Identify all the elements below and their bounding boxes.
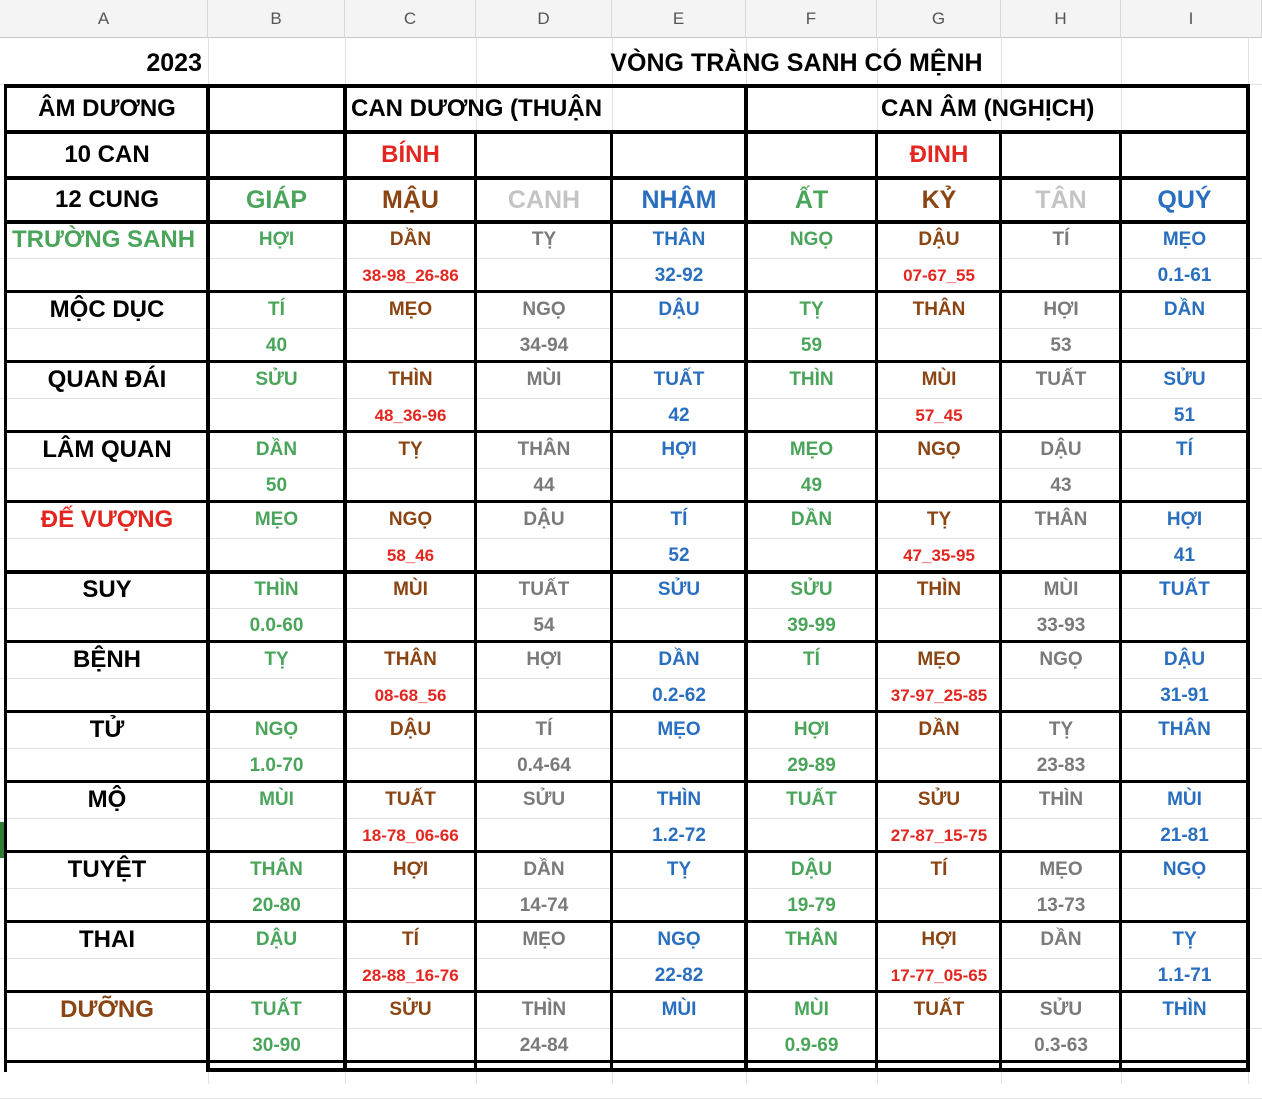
gridline — [0, 328, 1262, 329]
year-value-cell[interactable]: 07-67_55 — [903, 266, 975, 285]
year-value-cell[interactable]: 59 — [800, 335, 823, 356]
cell-border — [206, 1068, 1250, 1072]
cung-cell[interactable]: TỴ — [1172, 929, 1197, 950]
year-value-cell[interactable]: 18-78_06-66 — [362, 826, 459, 845]
can-header-6[interactable]: TÂN — [1035, 185, 1087, 214]
cung-cell[interactable]: MÙI — [526, 369, 562, 390]
row-label-0[interactable]: TRƯỜNG SANH — [12, 226, 196, 253]
cung-cell[interactable]: HỢI — [921, 929, 957, 950]
year-value-cell[interactable]: 22-82 — [654, 965, 704, 986]
title-cell[interactable]: VÒNG TRÀNG SANH CÓ MỆNH — [610, 48, 983, 77]
gridline — [0, 958, 1262, 959]
cung-cell[interactable]: TUẤT — [1159, 579, 1210, 600]
gridline — [0, 888, 1262, 889]
year-value-cell[interactable]: 1.1-71 — [1157, 965, 1212, 986]
cung-cell[interactable]: TỴ — [264, 649, 289, 670]
cung-cell[interactable]: DẬU — [1040, 439, 1082, 460]
cung-cell[interactable]: NGỌ — [789, 229, 834, 250]
row-label-4[interactable]: ĐẾ VƯỢNG — [40, 506, 174, 533]
can-header-7[interactable]: QUÝ — [1157, 185, 1212, 214]
cung-cell[interactable]: TUẤT — [913, 999, 965, 1020]
cung-cell[interactable]: SỬU — [255, 369, 298, 390]
year-value-cell[interactable]: 33-93 — [1036, 615, 1086, 636]
cung-cell[interactable]: DẦN — [255, 439, 298, 460]
column-header-c[interactable]: C — [345, 0, 476, 38]
cung-cell[interactable]: MẸO — [254, 509, 299, 530]
cung-cell[interactable]: MÙI — [661, 999, 697, 1020]
cung-cell[interactable]: THÂN — [652, 229, 706, 250]
cung-cell[interactable]: TỴ — [926, 509, 952, 530]
year-value-cell[interactable]: 13-73 — [1036, 895, 1086, 916]
cung-cell[interactable]: MẸO — [657, 719, 701, 740]
year-value-cell[interactable]: 19-79 — [787, 895, 836, 916]
cung-cell[interactable]: DẦN — [790, 509, 833, 530]
cung-cell[interactable]: SỬU — [1039, 999, 1083, 1020]
year-value-cell[interactable]: 24-84 — [519, 1035, 569, 1056]
year-value-cell[interactable]: 0.2-62 — [652, 685, 706, 706]
gridline — [0, 538, 1262, 539]
cung-cell[interactable]: THÂN — [1158, 719, 1211, 740]
cung-cell[interactable]: NGỌ — [917, 439, 961, 460]
cung-cell[interactable]: DẬU — [918, 229, 960, 250]
cung-cell[interactable]: TÍ — [1176, 439, 1193, 460]
year-value-cell[interactable]: 28-88_16-76 — [362, 966, 459, 985]
year-value-cell[interactable]: 1.0-70 — [249, 755, 304, 776]
twelve-cung-label[interactable]: 12 CUNG — [54, 186, 160, 213]
cung-cell[interactable]: THÌN — [656, 789, 702, 810]
cung-cell[interactable]: MẸO — [522, 929, 566, 950]
year-value-cell[interactable]: 31-91 — [1160, 685, 1209, 706]
year-value-cell[interactable]: 08-68_56 — [374, 686, 447, 705]
cung-cell[interactable]: MÙI — [1167, 789, 1202, 810]
cung-cell[interactable]: TUẤT — [518, 579, 570, 600]
year-value-cell[interactable]: 27-87_15-75 — [890, 826, 988, 845]
can-header-2[interactable]: CANH — [507, 185, 581, 214]
year-value-cell[interactable]: 43 — [1050, 475, 1072, 496]
cung-cell[interactable]: TỴ — [531, 229, 557, 250]
cung-cell[interactable]: THÂN — [912, 299, 966, 320]
cung-cell[interactable]: DẦN — [1163, 299, 1206, 320]
cung-cell[interactable]: SỬU — [522, 789, 566, 810]
can-header-5[interactable]: KỶ — [921, 185, 957, 214]
cung-cell[interactable]: TÍ — [670, 509, 688, 530]
row-label-7[interactable]: TỬ — [89, 716, 125, 743]
year-value-cell[interactable]: 34-94 — [519, 335, 569, 356]
year-value-cell[interactable]: 37-97_25-85 — [890, 686, 988, 705]
cung-cell[interactable]: SỬU — [1163, 369, 1206, 390]
cung-cell[interactable]: THÌN — [916, 579, 962, 600]
column-header-f[interactable]: F — [746, 0, 877, 38]
cung-cell[interactable]: TUẤT — [1035, 369, 1087, 390]
cung-cell[interactable]: MÙI — [794, 999, 829, 1020]
cung-cell[interactable]: TUẤT — [653, 369, 705, 390]
year-value-cell[interactable]: 20-80 — [252, 895, 301, 916]
can-header-4[interactable]: ẤT — [794, 185, 829, 214]
cung-cell[interactable]: TUẤT — [786, 789, 837, 810]
cung-cell[interactable]: DẦN — [918, 719, 960, 740]
year-value-cell[interactable]: 58_46 — [386, 546, 435, 565]
year-value-cell[interactable]: 51 — [1173, 405, 1196, 426]
cung-cell[interactable]: MÙI — [259, 789, 294, 810]
cell-border — [4, 84, 7, 1072]
am-duong-label[interactable]: ÂM DƯƠNG — [38, 95, 176, 122]
cung-cell[interactable]: SỬU — [917, 789, 961, 810]
year-value-cell[interactable]: 0.9-69 — [784, 1035, 839, 1056]
cung-cell[interactable]: HỢI — [392, 859, 429, 880]
can-header-3[interactable]: NHÂM — [641, 185, 717, 214]
year-value-cell[interactable]: 30-90 — [252, 1035, 301, 1056]
cung-cell[interactable]: DẬU — [389, 719, 432, 740]
year-value-cell[interactable]: 40 — [265, 335, 288, 356]
year-value-cell[interactable]: 52 — [668, 545, 690, 566]
cung-cell[interactable]: THÂN — [1034, 509, 1088, 530]
cung-cell[interactable]: MÙI — [1043, 579, 1079, 600]
year-value-cell[interactable]: 0.1-61 — [1157, 265, 1212, 286]
year-value-cell[interactable]: 39-99 — [787, 615, 836, 636]
cung-cell[interactable]: TUẤT — [251, 999, 302, 1020]
cung-cell[interactable]: TỴ — [666, 859, 692, 880]
cung-cell[interactable]: HỢI — [1166, 509, 1203, 530]
gridline — [0, 818, 1262, 819]
cung-cell[interactable]: DẬU — [1163, 649, 1206, 670]
can-am-header[interactable]: CAN ÂM (NGHỊCH) — [881, 95, 1095, 122]
cung-cell[interactable]: MÙI — [921, 369, 957, 390]
year-value-cell[interactable]: 44 — [533, 475, 555, 496]
column-header-i[interactable]: I — [1121, 0, 1262, 38]
cung-cell[interactable]: DẬU — [523, 509, 565, 530]
row-label-10[interactable]: THAI — [79, 926, 135, 953]
year-value-cell[interactable]: 0.0-60 — [249, 615, 304, 636]
gridline — [0, 748, 1262, 749]
year-value-cell[interactable]: 48_36-96 — [374, 406, 447, 425]
year-value-cell[interactable]: 41 — [1173, 545, 1196, 566]
cung-cell[interactable]: HỢI — [793, 719, 830, 740]
cung-cell[interactable]: HỢI — [526, 649, 562, 670]
year-value-cell[interactable]: 14-74 — [519, 895, 569, 916]
year-value-cell[interactable]: 0.3-63 — [1034, 1035, 1088, 1056]
year-value-cell[interactable]: 47_35-95 — [903, 546, 975, 565]
cung-cell[interactable]: SỬU — [790, 579, 833, 600]
row-label-5[interactable]: SUY — [82, 576, 132, 603]
column-header-d[interactable]: D — [476, 0, 612, 38]
year-value-cell[interactable]: 57_45 — [915, 406, 963, 425]
gridline — [0, 678, 1262, 679]
cung-cell[interactable]: DẦN — [1040, 929, 1082, 950]
row-label-11[interactable]: DƯỠNG — [60, 996, 154, 1023]
row-label-1[interactable]: MỘC DỤC — [49, 296, 165, 323]
cung-cell[interactable]: TỴ — [1048, 719, 1074, 740]
cung-cell[interactable]: TÍ — [803, 649, 820, 670]
cung-cell[interactable]: DẬU — [658, 299, 700, 320]
cung-cell[interactable]: MẸO — [1039, 859, 1083, 880]
year-value-cell[interactable]: 49 — [800, 475, 823, 496]
gridline — [0, 608, 1262, 609]
column-header-a[interactable]: A — [0, 0, 208, 38]
gridline — [0, 468, 1262, 469]
cung-cell[interactable]: NGỌ — [1162, 859, 1207, 880]
cung-cell[interactable]: THÌN — [789, 369, 834, 390]
cung-cell[interactable]: TÍ — [535, 719, 553, 740]
cung-cell[interactable]: MẸO — [917, 649, 961, 670]
cung-cell[interactable]: DẦN — [658, 649, 700, 670]
column-header-e[interactable]: E — [612, 0, 746, 38]
can-header-0[interactable]: GIÁP — [245, 185, 308, 214]
cung-cell[interactable]: NGỌ — [1039, 649, 1083, 670]
row-label-2[interactable]: QUAN ĐÁI — [47, 366, 167, 393]
cung-cell[interactable]: THÂN — [517, 439, 571, 460]
cung-cell[interactable]: NGỌ — [657, 929, 701, 950]
cung-cell[interactable]: MẸO — [388, 299, 433, 320]
can-duong-header[interactable]: CAN DƯƠNG (THUẬN — [351, 95, 603, 122]
cung-cell[interactable]: MẸO — [1162, 229, 1207, 250]
row-label-6[interactable]: BỆNH — [72, 646, 141, 673]
cung-cell[interactable]: SỬU — [657, 579, 701, 600]
column-header-b[interactable]: B — [208, 0, 345, 38]
row-label-3[interactable]: LÂM QUAN — [42, 436, 172, 463]
cung-cell[interactable]: TỴ — [799, 299, 824, 320]
cung-cell[interactable]: THÂN — [250, 859, 303, 880]
cung-cell[interactable]: HỢI — [661, 439, 697, 460]
year-value-cell[interactable]: 54 — [533, 615, 555, 636]
can-binh[interactable]: BÍNH — [381, 141, 440, 168]
gridline — [0, 258, 1262, 259]
year-cell[interactable]: 2023 — [146, 48, 202, 77]
row-label-8[interactable]: MỘ — [87, 786, 127, 813]
year-value-cell[interactable]: 0.4-64 — [517, 755, 571, 776]
ten-can-label[interactable]: 10 CAN — [64, 141, 150, 168]
cung-cell[interactable]: HỢI — [1043, 299, 1079, 320]
cung-cell[interactable]: TÍ — [1052, 229, 1070, 250]
row-selection-indicator — [0, 822, 4, 858]
cung-cell[interactable]: SỬU — [389, 999, 432, 1020]
year-value-cell[interactable]: 38-98_26-86 — [362, 266, 459, 285]
cung-cell[interactable]: TUẤT — [385, 789, 436, 810]
year-value-cell[interactable]: 21-81 — [1160, 825, 1209, 846]
year-value-cell[interactable]: 17-77_05-65 — [890, 966, 988, 985]
can-dinh[interactable]: ĐINH — [909, 141, 969, 168]
year-value-cell[interactable]: 50 — [265, 475, 288, 496]
cung-cell[interactable]: DẦN — [389, 229, 432, 250]
cung-cell[interactable]: THÂN — [785, 929, 838, 950]
cung-cell[interactable]: MÙI — [393, 579, 428, 600]
cung-cell[interactable]: NGỌ — [388, 509, 433, 530]
row-label-9[interactable]: TUYỆT — [67, 856, 147, 883]
cung-cell[interactable]: THÌN — [1162, 999, 1207, 1020]
cung-cell[interactable]: DẬU — [790, 859, 833, 880]
cung-cell[interactable]: TÍ — [268, 299, 285, 320]
cung-cell[interactable]: DẦN — [523, 859, 565, 880]
year-value-cell[interactable]: 42 — [668, 405, 690, 426]
cung-cell[interactable]: THÌN — [254, 579, 299, 600]
cung-cell[interactable]: NGỌ — [254, 719, 299, 740]
gridline — [0, 398, 1262, 399]
cung-cell[interactable]: TÍ — [930, 859, 948, 880]
cung-cell[interactable]: TÍ — [402, 929, 419, 950]
can-header-1[interactable]: MẬU — [382, 185, 439, 214]
column-header-g[interactable]: G — [877, 0, 1001, 38]
cung-cell[interactable]: NGỌ — [522, 299, 566, 320]
cung-cell[interactable]: DẬU — [255, 929, 298, 950]
column-header-h[interactable]: H — [1001, 0, 1121, 38]
year-value-cell[interactable]: 53 — [1050, 335, 1072, 356]
cung-cell[interactable]: THÌN — [388, 369, 433, 390]
cung-cell[interactable]: TỴ — [398, 439, 423, 460]
cung-cell[interactable]: THÌN — [1038, 789, 1084, 810]
year-value-cell[interactable]: 1.2-72 — [652, 825, 706, 846]
cung-cell[interactable]: HỢI — [258, 229, 295, 250]
year-value-cell[interactable]: 29-89 — [787, 755, 836, 776]
year-value-cell[interactable]: 23-83 — [1036, 755, 1086, 776]
gridline — [0, 1028, 1262, 1029]
cung-cell[interactable]: THÌN — [521, 999, 567, 1020]
cung-cell[interactable]: THÂN — [384, 649, 437, 670]
cung-cell[interactable]: MẸO — [789, 439, 834, 460]
year-value-cell[interactable]: 32-92 — [654, 265, 704, 286]
